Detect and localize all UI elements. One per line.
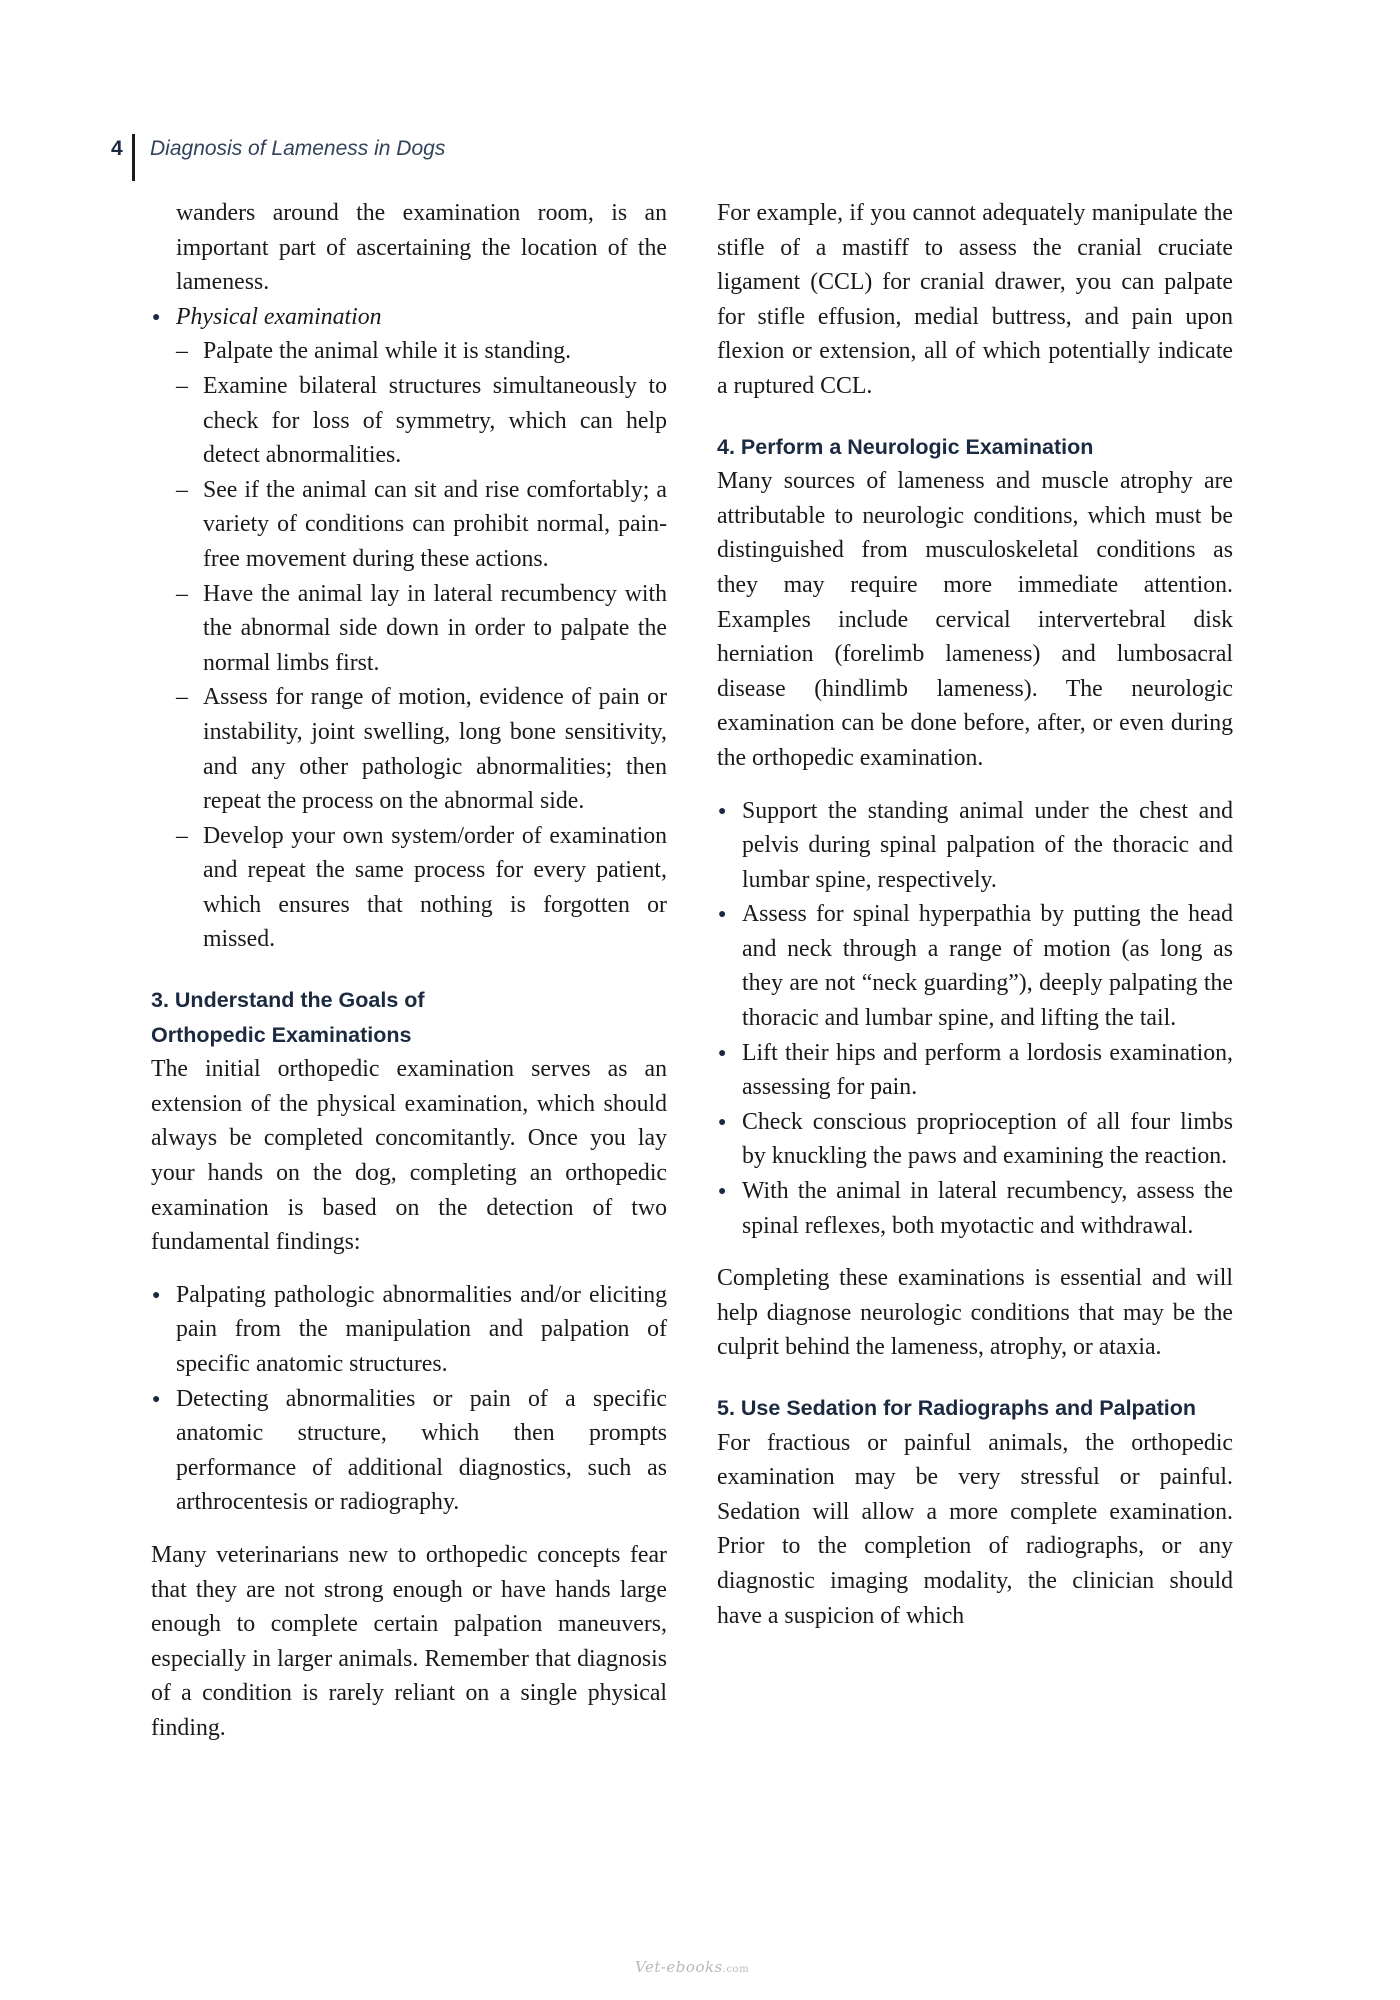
section-5-heading: 5. Use Sedation for Radiographs and Palpation: [717, 1396, 1197, 1420]
watermark: [635, 1958, 749, 1976]
section-5-intro: For fractious or painful animals, the orthopedic examination may be very stressful or painful. Sedation will allow a more complete examination. Prior to the completion of radiographs, or any diagnostic imaging modality, the clinician should have a suspicion of which: [717, 1429, 1233, 1629]
section-4-closing: Completing these examinations is essential and will help diagnose neurologic conditions that may be the culprit behind the lameness, atrophy, or ataxia.: [717, 1265, 1233, 1361]
spacer: [151, 1260, 667, 1278]
section-3-heading-line2: Orthopedic Examinations: [151, 1022, 412, 1047]
list-item: ● Palpating pathologic abnormalities and/or eliciting pain from the manipulation and palpation of specific anatomic structures.: [151, 1278, 667, 1382]
section-3-intro: The initial orthopedic examination serves as an extension of the physical examination, which should always be completed concomitantly. Once you lay your hands on the dog, completing an orthopedic examination is based on the detection of two fundamental findings:: [151, 1056, 667, 1256]
left-column: [151, 196, 667, 1746]
list-item: [151, 300, 667, 335]
section-3-closing: Many veterinarians new to orthopedic concepts fear that they are not strong enough or have hands large enough to complete certain palpation maneuvers, especially in larger animals. Remember that diagnosis of a condition is rarely reliant on a single physical finding.: [151, 1541, 667, 1741]
section-3-bullets: [151, 1278, 667, 1520]
section-4-intro: Many sources of lameness and muscle atrophy are attributable to neurologic conditions, which must be distinguished from musculoskeletal conditions as they may require more immediate attention. Examples include cervical intervertebral disk herniation (forelimb lameness) and lumbosacral disease (hindlimb lameness). The neurologic examination can be done before, after, or even during the orthopedic examination.: [717, 468, 1233, 771]
list-item: – Have the animal lay in lateral recumbency with the abnormal side down in order to palpate the normal limbs first.: [176, 577, 667, 681]
continued-paragraph: wanders around the examination room, is an important part of ascertaining the location of the lameness.: [176, 200, 667, 296]
spacer: [717, 776, 1233, 794]
physical-exam-list: [151, 300, 667, 335]
list-item: – See if the animal can sit and rise comfortably; a variety of conditions can prohibit normal, pain-free movement during these actions.: [176, 473, 667, 577]
watermark-suffix: .com: [722, 1964, 750, 1975]
section-3-heading: [151, 983, 667, 1052]
spacer: [151, 1520, 667, 1538]
list-item: – Examine bilateral structures simultaneously to check for loss of symmetry, which can help detect abnormalities.: [176, 369, 667, 473]
spacer: [151, 957, 667, 983]
page-number: 4: [111, 137, 123, 160]
list-item: – Palpate the animal while it is standing.: [176, 334, 667, 369]
list-item: ● Check conscious proprioception of all four limbs by knuckling the paws and examining the reaction.: [717, 1105, 1233, 1174]
section-3-heading-line1: 3. Understand the Goals of: [151, 988, 425, 1013]
list-item: – Develop your own system/order of examination and repeat the same process for every patient, which ensures that nothing is forgotten or missed.: [176, 819, 667, 957]
running-title: Diagnosis of Lameness in Dogs: [150, 137, 446, 160]
section-4-bullets: [717, 794, 1233, 1244]
header-divider: [132, 134, 135, 181]
right-column: [717, 196, 1233, 1633]
physical-exam-steps: [151, 334, 667, 957]
list-item: – Assess for range of motion, evidence of pain or instability, joint swelling, long bone sensitivity, and any other pathologic abnormalities; then repeat the process on the abnormal side.: [176, 680, 667, 818]
continued-paragraph: For example, if you cannot adequately manipulate the stifle of a mastiff to assess the cranial cruciate ligament (CCL) for cranial drawer, you can palpate for stifle effusion, medial buttress, and pain upon flexion or extension, all of which potentially indicate a ruptured CCL.: [717, 200, 1233, 399]
list-item: ● Detecting abnormalities or pain of a specific anatomic structure, which then prompts performance of additional diagnostics, such as arthrocentesis or radiography.: [151, 1382, 667, 1520]
list-item: ● With the animal in lateral recumbency, assess the spinal reflexes, both myotactic and withdrawal.: [717, 1174, 1233, 1243]
watermark-text: Vet-ebooks: [635, 1958, 723, 1976]
spacer: [717, 1243, 1233, 1261]
list-item: ● Lift their hips and perform a lordosis examination, assessing for pain.: [717, 1036, 1233, 1105]
spacer: [717, 404, 1233, 430]
physical-exam-label: Physical examination: [176, 303, 382, 330]
section-4-heading: 4. Perform a Neurologic Examination: [717, 434, 1094, 459]
spacer: [717, 1365, 1233, 1391]
list-item: ● Support the standing animal under the chest and pelvis during spinal palpation of the thoracic and lumbar spine, respectively.: [717, 794, 1233, 898]
list-item: ● Assess for spinal hyperpathia by putting the head and neck through a range of motion (as long as they are not “neck guarding”), deeply palpating the thoracic and lumbar spine, and lifting the tail.: [717, 897, 1233, 1035]
